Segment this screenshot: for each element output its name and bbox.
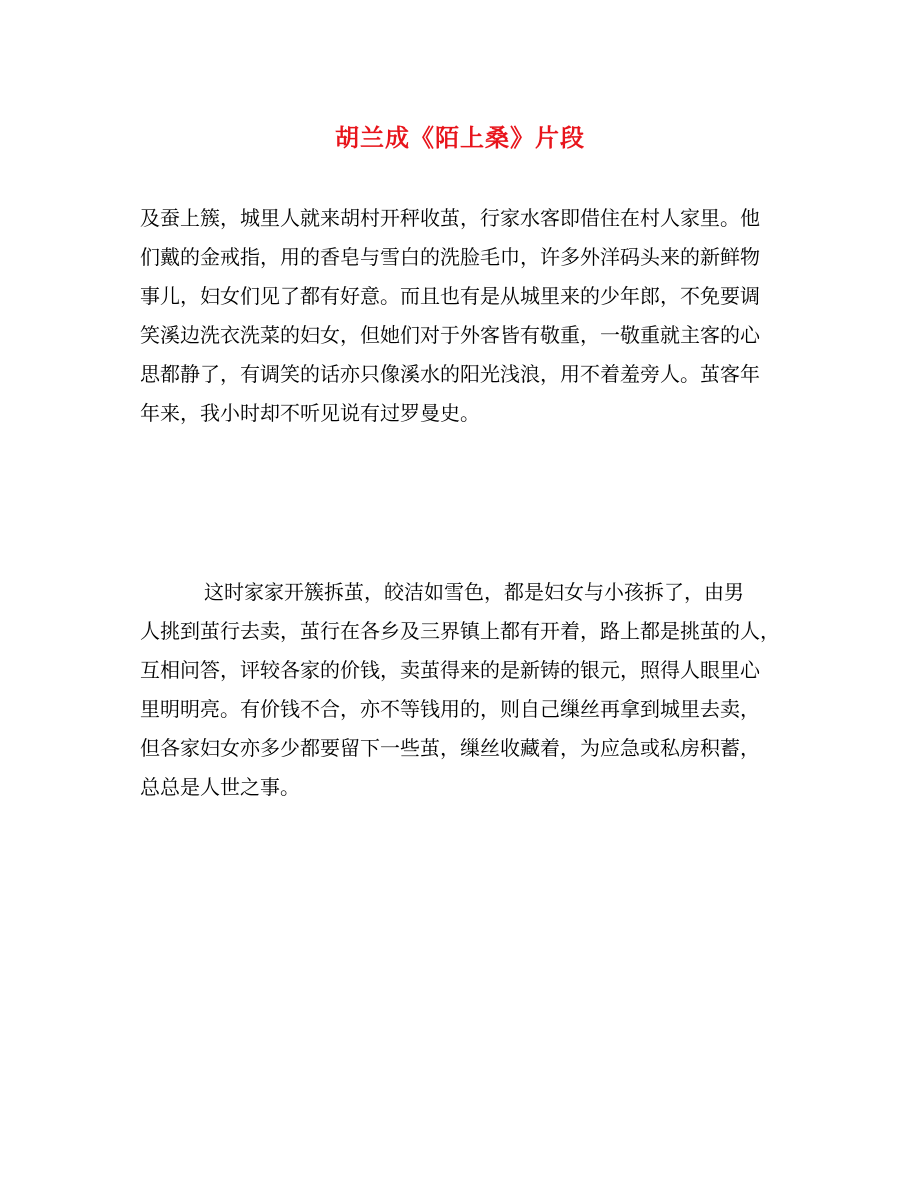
- paragraph-line: 及蚕上簇，城里人就来胡村开秤收茧，行家水客即借住在村人家里。他: [140, 206, 760, 230]
- paragraph-line: 互相问答，评较各家的价钱，卖茧得来的是新铸的银元，照得人眼里心: [140, 658, 760, 682]
- paragraph-line: 年来，我小时却不听见说有过罗曼史。: [140, 401, 480, 425]
- paragraph-line: 们戴的金戒指，用的香皂与雪白的洗脸毛巾，许多外洋码头来的新鲜物: [140, 245, 760, 269]
- paragraph-2: [140, 573, 800, 807]
- paragraph-line: 但各家妇女亦多少都要留下一些茧，缫丝收藏着，为应急或私房积蓄，: [140, 736, 760, 760]
- document-title: 胡兰成《陌上桑》片段: [335, 123, 585, 152]
- paragraph-line: 这时家家开簇拆茧，皎洁如雪色，都是妇女与小孩拆了，由男: [204, 580, 744, 604]
- paragraph-line: 事儿，妇女们见了都有好意。而且也有是从城里来的少年郎，不免要调: [140, 284, 760, 308]
- paragraph-line: 笑溪边洗衣洗菜的妇女，但她们对于外客皆有敬重，一敬重就主客的心: [140, 323, 760, 347]
- paragraph-line: 人挑到茧行去卖，茧行在各乡及三界镇上都有开着，路上都是挑茧的人，: [140, 619, 780, 643]
- paragraph-line: 里明明亮。有价钱不合，亦不等钱用的，则自己缫丝再拿到城里去卖，: [140, 697, 760, 721]
- paragraph-line: 思都静了，有调笑的话亦只像溪水的阳光浅浪，用不着羞旁人。茧客年: [140, 362, 760, 386]
- paragraph-line: 总总是人世之事。: [140, 775, 300, 799]
- paragraph-1: [140, 199, 792, 433]
